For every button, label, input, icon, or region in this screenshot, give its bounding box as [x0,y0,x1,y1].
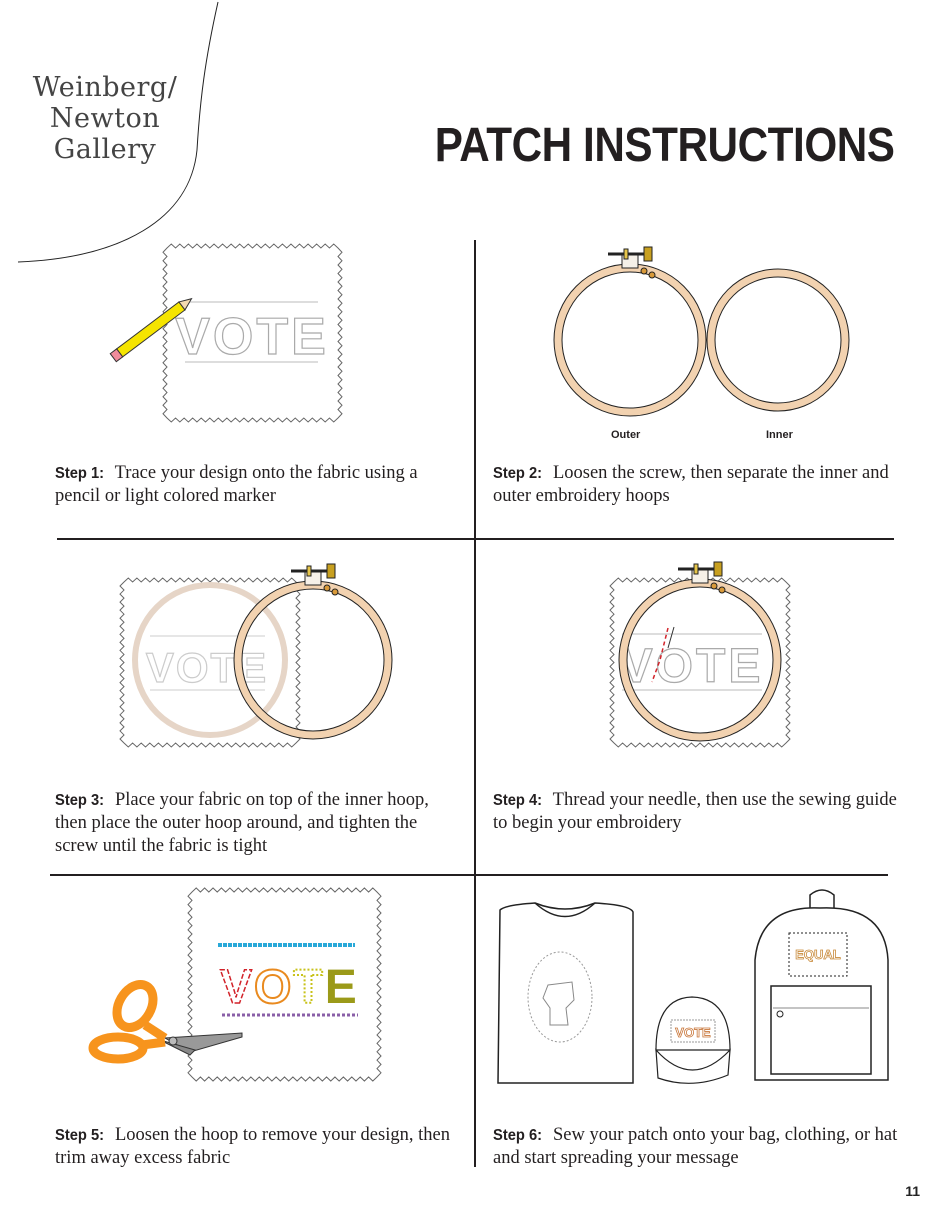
inner-hoop-label: Inner [766,429,793,441]
step-label: Step 3: [55,792,105,809]
step-text: Place your fabric on top of the inner hoop, then place the outer hoop around, and tighten the screw until the fabric is tight [55,790,429,856]
step-label: Step 5: [55,1127,105,1144]
step-text: Thread your needle, then use the sewing guide to begin your embroidery [493,790,897,833]
page-title: PATCH INSTRUCTIONS [435,119,895,172]
divider-vertical [474,240,476,1167]
cap-icon [656,997,730,1083]
step-3 [55,789,440,858]
backpack-equal-text: EQUAL [795,947,841,962]
step-4 [493,789,903,835]
vote-outline-text: VOTE [620,640,764,693]
step-label: Step 2: [493,465,543,482]
inner-hoop [711,273,845,407]
logo-line: Newton [49,103,161,134]
step-1 [55,462,460,508]
tshirt-icon [498,903,633,1083]
step-text: Sew your patch onto your bag, clothing, or hat and start spreading your message [493,1125,898,1168]
outer-hoop [558,247,702,412]
divider-horizontal [57,538,894,540]
embroidered-vote-text: VOTE [220,961,359,1014]
step-label: Step 1: [55,465,105,482]
logo-line: Weinberg/ [32,72,178,103]
divider-horizontal [50,874,888,876]
step-label: Step 4: [493,792,543,809]
logo-line: Gallery [53,134,157,165]
step-6 [493,1124,903,1170]
page-number: 11 [905,1183,920,1199]
step-5 [55,1124,460,1170]
step-text: Loosen the hoop to remove your design, then trim away excess fabric [55,1125,450,1168]
backpack-icon [755,890,888,1080]
cap-vote-text: VOTE [675,1025,711,1040]
vote-outline-text: VOTE [145,644,269,691]
vote-outline-text: VOTE [175,308,329,366]
outer-hoop-label: Outer [611,429,641,441]
step-text: Loosen the screw, then separate the inner and outer embroidery hoops [493,463,889,506]
step-text: Trace your design onto the fabric using a pencil or light colored marker [55,463,418,506]
step-2 [493,462,908,508]
gallery-logo [20,72,190,165]
step-label: Step 6: [493,1127,543,1144]
